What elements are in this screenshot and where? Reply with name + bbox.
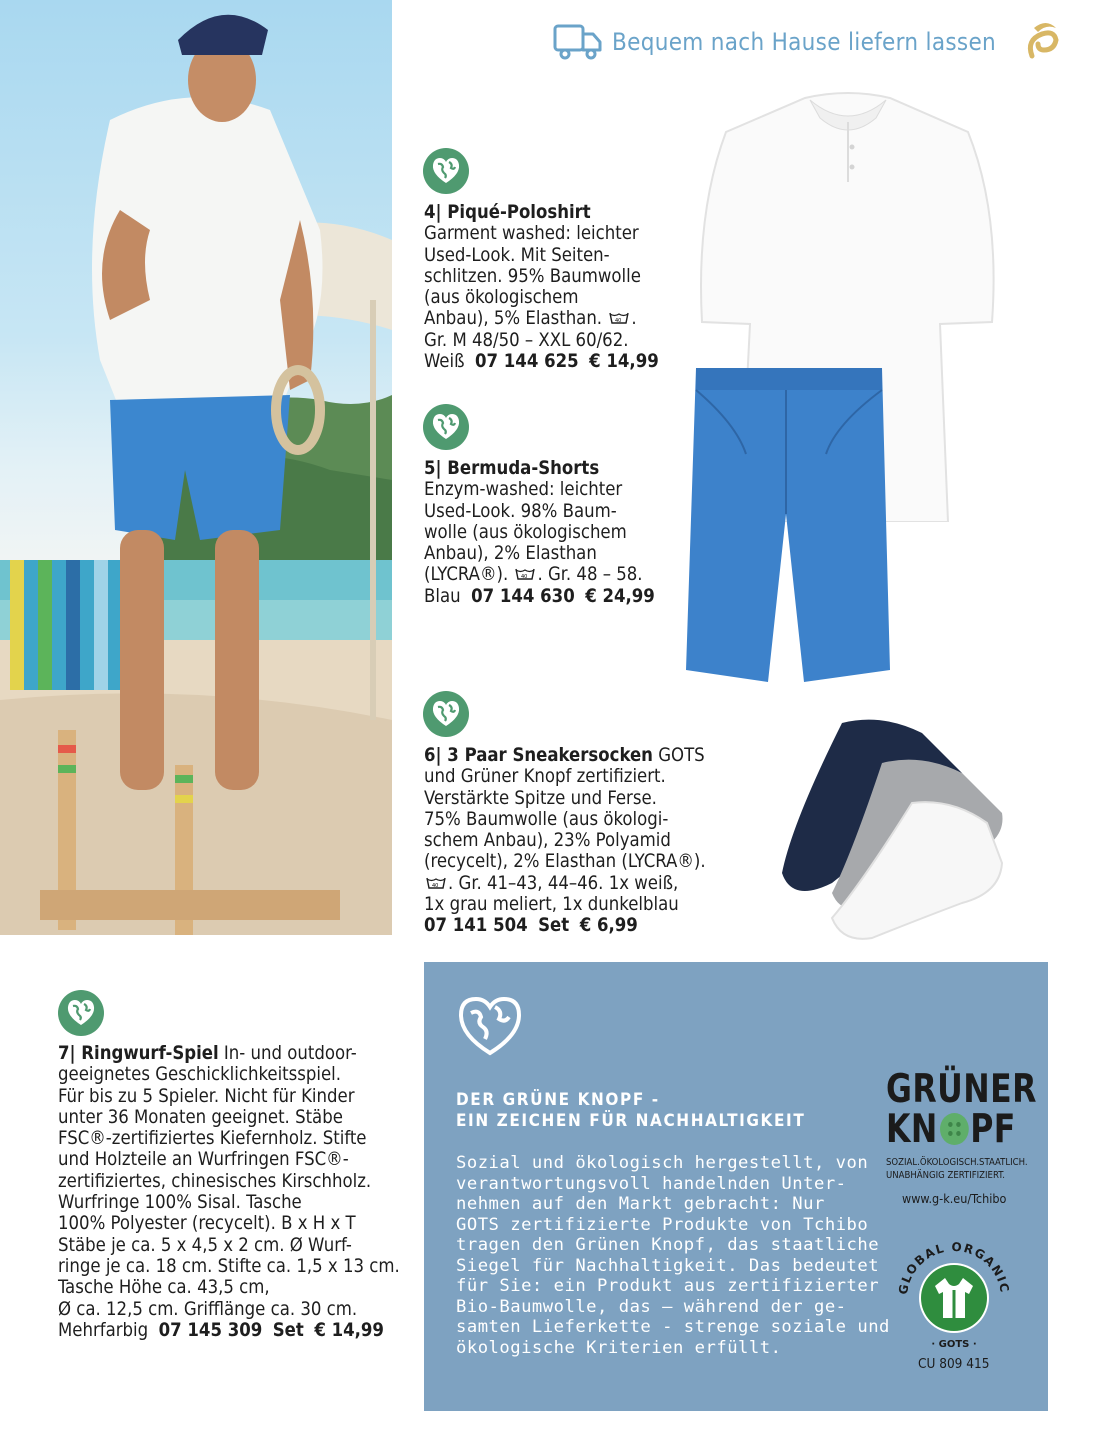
- product-poloshirt-text: [424, 202, 724, 372]
- svg-text:40: 40: [521, 574, 528, 581]
- panel-body-line: tragen den Grünen Knopf, das staatliche: [456, 1235, 880, 1255]
- gots-bottom-text: · GOTS ·: [931, 1339, 977, 1350]
- green-button-icon: [940, 1113, 969, 1145]
- product-description-line: ringe je ca. 18 cm. Stifte ca. 1,5 x 13 cm.: [58, 1255, 400, 1277]
- panel-body-line: Bio-Baumwolle, das – während der ge-: [456, 1296, 847, 1317]
- panel-body-line: ökologische Kriterien erfüllt.: [456, 1337, 782, 1358]
- product-color: Mehrfarbig: [58, 1319, 149, 1341]
- product-size-line: . Gr. 48 – 58.: [537, 564, 643, 586]
- gk-url: www.g-k.eu/Tchibo: [902, 1191, 1007, 1206]
- product-description-line: (recycelt), 2% Elasthan (LYCRA®).: [424, 851, 706, 873]
- product-description-line: zertifiziertes, chinesisches Kirschholz.: [58, 1170, 372, 1192]
- sneaker-socks-image: [772, 703, 1007, 947]
- product-unit: Set: [538, 915, 570, 937]
- gk-logo-line2b: PF: [970, 1107, 1016, 1152]
- product-description-line: schlitzen. 95% Baumwolle: [424, 265, 641, 287]
- globe-heart-icon: [423, 404, 469, 450]
- gots-certificate-code: CU 809 415: [918, 1356, 990, 1372]
- product-heading: 7| Ringwurf-Spiel: [58, 1043, 219, 1064]
- panel-body-line: nehmen auf den Markt gebracht: Nur: [456, 1194, 825, 1214]
- article-number: 07 144 630: [471, 585, 575, 607]
- article-number: 07 141 504: [424, 915, 528, 937]
- product-description-line: Ø ca. 12,5 cm. Grifflänge ca. 30 cm.: [58, 1298, 358, 1320]
- article-number: 07 145 309: [158, 1319, 263, 1341]
- panel-heading-line: EIN ZEICHEN FÜR NACHHALTIGKEIT: [456, 1111, 806, 1131]
- panel-body-line: für Sie: ein Produkt aus zertifizierter: [456, 1276, 880, 1296]
- punctuation: .: [631, 308, 637, 330]
- tchibo-logo-icon: [1024, 20, 1062, 64]
- gots-ring-text: GLOBAL ORGANIC: [895, 1239, 1012, 1296]
- panel-body-text: [456, 1153, 890, 1358]
- panel-body-line: Sozial und ökologisch hergestellt, von: [456, 1153, 869, 1173]
- product-price: € 14,99: [314, 1319, 384, 1341]
- globe-heart-icon: [423, 148, 469, 194]
- gk-tagline: UNABHÄNGIG ZERTIFIZIERT.: [886, 1170, 1006, 1181]
- panel-body-line: Siegel für Nachhaltigkeit. Das bedeutet: [456, 1255, 880, 1276]
- product-unit: Set: [272, 1319, 304, 1341]
- product-description-line: (aus ökologischem: [424, 287, 579, 309]
- product-description-line: Used-Look. 98% Baum-: [424, 500, 617, 522]
- panel-body-line: GOTS zertifizierte Produkte von Tchibo: [456, 1214, 869, 1235]
- product-color: Blau: [424, 585, 461, 607]
- product-description-line: (LYCRA®).: [424, 564, 509, 586]
- product-socks-text: [424, 745, 724, 937]
- panel-body-line: samten Lieferkette - strenge soziale und: [456, 1317, 890, 1337]
- gruener-knopf-info-panel: [424, 962, 1048, 1411]
- svg-text:40: 40: [615, 318, 622, 325]
- product-description-line: Enzym-washed: leichter: [424, 479, 623, 501]
- panel-heading-line: DER GRÜNE KNOPF -: [456, 1090, 660, 1110]
- product-description-line: geeignetes Geschicklichkeitsspiel.: [58, 1064, 342, 1086]
- product-description-line: und Grüner Knopf zertifiziert.: [424, 766, 666, 788]
- delivery-truck-icon: [553, 22, 603, 66]
- gots-seal: [889, 1230, 1019, 1359]
- product-price: € 14,99: [589, 351, 659, 373]
- product-description-line: wolle (aus ökologischem: [424, 521, 627, 543]
- washing-symbol-icon: [426, 874, 446, 888]
- svg-text:40: 40: [432, 882, 439, 889]
- washing-symbol-icon: [515, 565, 535, 579]
- product-size-line: Gr. M 48/50 – XXL 60/62.: [424, 329, 629, 351]
- product-description-line: Wurfringe 100% Sisal. Tasche: [58, 1192, 302, 1214]
- product-size-line: . Gr. 41–43, 44–46. 1x weiß,: [448, 872, 679, 894]
- product-description-line: unter 36 Monaten geeignet. Stäbe: [58, 1106, 343, 1128]
- product-description-line: GOTS: [658, 745, 705, 766]
- globe-heart-icon: [58, 990, 104, 1036]
- product-description-line: In- und outdoor-: [223, 1043, 357, 1064]
- product-description-line: FSC®-zertifiziertes Kiefernholz. Stifte: [58, 1128, 367, 1150]
- product-heading: 5| Bermuda-Shorts: [424, 458, 600, 479]
- product-description-line: Tasche Höhe ca. 43,5 cm,: [58, 1277, 270, 1299]
- product-description-line: Used-Look. Mit Seiten-: [424, 244, 610, 266]
- panel-body-line: verantwortungsvoll handelnden Unter-: [456, 1173, 847, 1194]
- washing-symbol-icon: [609, 309, 629, 323]
- beach-lifestyle-photo: [0, 0, 392, 935]
- gk-logo-line2a: KN: [886, 1107, 938, 1152]
- product-description-line: und Holzteile an Wurfringen FSC®-: [58, 1149, 349, 1171]
- product-description-line: 1x grau meliert, 1x dunkelblau: [424, 894, 679, 916]
- product-price: € 24,99: [585, 585, 655, 607]
- header-title: Bequem nach Hause liefern lassen: [612, 28, 997, 56]
- globe-heart-icon: [423, 691, 469, 737]
- gk-logo-line1: GRÜNER: [886, 1067, 1037, 1112]
- globe-heart-outline-icon: [457, 995, 523, 1061]
- product-heading: 6| 3 Paar Sneakersocken: [424, 745, 653, 766]
- product-description-line: Anbau), 2% Elasthan: [424, 543, 597, 565]
- product-description-line: 75% Baumwolle (aus ökologi-: [424, 808, 669, 830]
- product-heading: 4| Piqué-Poloshirt: [424, 202, 591, 223]
- product-description-line: Verstärkte Spitze und Ferse.: [424, 787, 657, 809]
- product-description-line: schem Anbau), 23% Polyamid: [424, 830, 671, 852]
- product-color: Weiß: [424, 351, 465, 373]
- product-price: € 6,99: [579, 915, 638, 937]
- product-description-line: Garment washed: leichter: [424, 223, 639, 245]
- product-bermuda-text: [424, 458, 724, 607]
- product-description-line: Stäbe je ca. 5 x 4,5 x 2 cm. Ø Wurf-: [58, 1234, 352, 1256]
- product-description-line: 100% Polyester (recycelt). B x H x T: [58, 1213, 356, 1235]
- gk-tagline: SOZIAL.ÖKOLOGISCH.STAATLICH.: [886, 1157, 1028, 1168]
- panel-heading: [456, 1090, 805, 1132]
- article-number: 07 144 625: [475, 351, 579, 373]
- product-description-line: Für bis zu 5 Spieler. Nicht für Kinder: [58, 1085, 355, 1107]
- product-ringwurf-text: [58, 1043, 398, 1341]
- gruener-knopf-logo: [886, 1067, 1037, 1182]
- product-description-line: Anbau), 5% Elasthan.: [424, 308, 603, 330]
